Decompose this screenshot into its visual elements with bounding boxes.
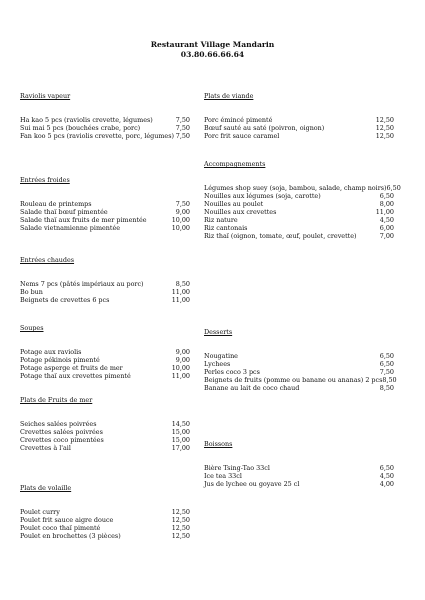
menu-item [20,116,190,124]
menu-item-price: 17,00 [171,444,190,452]
menu-item [20,508,190,516]
menu-item-price: 4,50 [379,472,394,480]
menu-item-price: 15,00 [171,436,190,444]
menu-item-name: Nems 7 pcs (pâtés impériaux au porc) [20,280,144,288]
menu-item-name: Salade thaï aux fruits de mer pimentée [20,216,147,224]
menu-item-price: 7,00 [379,232,394,240]
menu-item-price: 6,50 [379,464,394,472]
menu-item [204,384,394,392]
section-soupes [20,324,190,380]
menu-item [204,216,394,224]
menu-item-price: 12,50 [375,124,394,132]
menu-item [204,132,394,140]
menu-item [20,296,190,304]
menu-item [20,288,190,296]
restaurant-name: Restaurant Village Mandarin [150,40,275,49]
menu-item-name: Riz nature [204,216,238,224]
menu-item-price: 7,50 [175,132,190,140]
menu-item [204,360,394,368]
menu-item-price: 6,50 [379,360,394,368]
menu-item [20,436,190,444]
section-title: Accompagnements [204,160,266,168]
menu-item-price: 12,50 [375,132,394,140]
menu-item-price: 9,00 [175,356,190,364]
menu-item-price: 8,50 [175,280,190,288]
menu-item-name: Seiches salées poivrées [20,420,97,428]
menu-item [204,368,394,376]
section-title: Plats de volaille [20,484,72,492]
menu-item [20,372,190,380]
menu-item [204,232,394,240]
section-title: Plats de Fruits de mer [20,396,93,404]
menu-item-name: Bœuf sauté au saté (poivron, oignon) [204,124,325,132]
menu-item-name: Riz cantonais [204,224,248,232]
menu-item-price: 11,00 [375,208,394,216]
menu-item [20,348,190,356]
menu-item-price: 8,00 [379,200,394,208]
section-title: Entrées froides [20,176,70,184]
menu-item-price: 7,50 [379,368,394,376]
menu-item-price: 9,00 [175,208,190,216]
menu-item-price: 11,00 [171,372,190,380]
menu-item [204,116,394,124]
menu-item-name: Poulet en brochettes (3 pièces) [20,532,121,540]
menu-item-name: Salade vietnamienne pimentée [20,224,121,232]
menu-item [20,364,190,372]
section-plats-de-viande [204,92,394,140]
menu-item-price: 12,50 [171,508,190,516]
menu-header [0,40,425,60]
menu-item [20,280,190,288]
menu-item-name: Poulet coco thaï pimenté [20,524,101,532]
section-title: Plats de viande [204,92,254,100]
section-plats-de-fruits-de-mer [20,396,190,452]
menu-item-name: Nouilles aux légumes (soja, carotte) [204,192,321,200]
section-title: Raviolis vapeur [20,92,71,100]
menu-item-price: 10,00 [171,224,190,232]
menu-item-name: Crevettes coco pimentées [20,436,104,444]
menu-item-name: Beignets de crevettes 6 pcs [20,296,110,304]
menu-item [20,524,190,532]
menu-item-name: Rouleau de printemps [20,200,92,208]
menu-item-price: 9,00 [175,348,190,356]
section-title: Entrées chaudes [20,256,75,264]
menu-item-price: 12,50 [171,516,190,524]
menu-item [204,200,394,208]
menu-item-price: 6,50 [379,192,394,200]
menu-item-name: Nouilles aux crevettes [204,208,277,216]
menu-item-price: 10,00 [171,216,190,224]
menu-item-price: 6,00 [379,224,394,232]
menu-item-name: Beignets de fruits (pomme ou banane ou ananas) 2 pcs [204,376,383,384]
menu-item-name: Poulet frit sauce aigre douce [20,516,114,524]
menu-item-name: Nouilles au poulet [204,200,264,208]
menu-item-name: Salade thaï bœuf pimentée [20,208,108,216]
menu-item-name: Ice tea 33cl [204,472,242,480]
menu-item-name: Légumes shop suey (soja, bambou, salade, champ noirs) [204,184,387,192]
menu-item [20,428,190,436]
menu-item-price: 12,50 [375,116,394,124]
menu-item [20,132,190,140]
menu-item [20,444,190,452]
menu-item-name: Fan koo 5 pcs (raviolis crevette, porc, légumes) [20,132,174,140]
menu-item-price: 14,50 [171,420,190,428]
menu-item-name: Nougatine [204,352,238,360]
menu-item [20,356,190,364]
section-entrees-froides [20,176,190,232]
menu-item-name: Porc frit sauce caramel [204,132,280,140]
section-boissons [204,440,394,488]
menu-item-name: Bière Tsing-Tao 33cl [204,464,270,472]
section-title: Soupes [20,324,44,332]
menu-item-price: 11,00 [171,296,190,304]
menu-item-name: Sui mai 5 pcs (bouchées crabe, porc) [20,124,141,132]
menu-item-price: 7,50 [175,124,190,132]
section-raviolis-vapeur [20,92,190,140]
menu-item-price: 4,00 [379,480,394,488]
menu-item [20,224,190,232]
menu-item [204,124,394,132]
menu-item-price: 10,00 [171,364,190,372]
menu-item-name: Crevettes salées poivrées [20,428,103,436]
menu-item-price: 12,50 [171,524,190,532]
menu-item [204,464,394,472]
menu-item-name: Perles coco 3 pcs [204,368,260,376]
menu-item-name: Riz thaï (oignon, tomate, œuf, poulet, crevette) [204,232,357,240]
section-title: Desserts [204,328,233,336]
menu-item-price: 7,50 [175,116,190,124]
menu-item [20,200,190,208]
menu-item-name: Jus de lychee ou goyave 25 cl [204,480,300,488]
menu-item-price: 4,50 [379,216,394,224]
menu-item [20,516,190,524]
menu-item-price: 8,50 [379,384,394,392]
menu-item [20,532,190,540]
menu-item-name: Potage thaï aux crevettes pimenté [20,372,131,380]
menu-item-name: Lychees [204,360,231,368]
menu-item-price: 7,50 [175,200,190,208]
menu-item-name: Ha kao 5 pcs (raviolis crevette, légumes) [20,116,153,124]
menu-item [204,480,394,488]
menu-item [20,420,190,428]
menu-item [20,208,190,216]
section-accompagnements [204,160,401,240]
menu-item [20,216,190,224]
menu-item [204,352,394,360]
menu-item [204,224,394,232]
menu-item [204,184,401,192]
menu-item-name: Bo bun [20,288,43,296]
menu-item-price: 6,50 [379,352,394,360]
menu-item [204,376,397,384]
menu-item [204,472,394,480]
menu-item-name: Porc émincé pimenté [204,116,273,124]
menu-item-name: Potage pékinois pimenté [20,356,100,364]
menu-item [204,192,394,200]
section-desserts [204,328,397,392]
menu-item [20,124,190,132]
section-title: Boissons [204,440,233,448]
menu-item-name: Poulet curry [20,508,60,516]
menu-item-price: 6,50 [386,184,401,192]
section-entrees-chaudes [20,256,190,304]
menu-item-price: 8,50 [382,376,397,384]
menu-item-name: Potage aux raviolis [20,348,82,356]
restaurant-phone: 03.80.66.66.64 [180,50,245,59]
menu-item-price: 12,50 [171,532,190,540]
menu-item-name: Crevettes à l'ail [20,444,71,452]
menu-item-name: Potage asperge et fruits de mer [20,364,123,372]
section-plats-de-volaille [20,484,190,540]
menu-item-price: 11,00 [171,288,190,296]
menu-item-name: Banane au lait de coco chaud [204,384,300,392]
menu-item [204,208,394,216]
menu-item-price: 15,00 [171,428,190,436]
